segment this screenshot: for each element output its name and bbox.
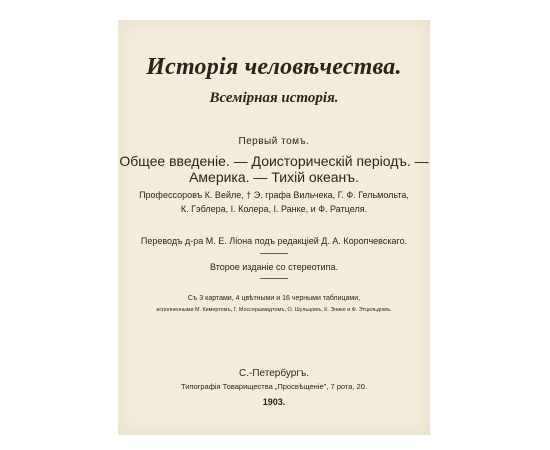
divider-bottom — [260, 278, 288, 279]
volume-label: Первый томъ. — [238, 136, 310, 147]
publication-city: С.-Петербургъ. — [239, 368, 309, 379]
edition-note: Второе изданіе со стереотипа. — [210, 262, 338, 272]
authors-line-2: К. Гэблера, І. Колера, І. Ранке, и Ф. Ратцеля. — [180, 204, 368, 214]
illustrators-note: исполненными М. Кимертомъ, Г. Моссершмидтомъ, О. Шульцомъ, К. Энике и Ф. Этцельдомъ. — [156, 307, 392, 313]
title-page — [118, 20, 430, 435]
contents-heading-line-2: Америка. — Тихій океанъ. — [189, 169, 359, 185]
contents-heading-line-1: Общее введеніе. — Доисторическій періодъ. — — [119, 153, 429, 169]
printer-imprint: Типографія Товарищества „Просвѣщеніе", 7 рота, 20. — [180, 382, 368, 391]
translation-credit: Переводъ д-ра М. Е. Ліона подъ редакціей Д. А. Коропчевскаго. — [140, 236, 408, 246]
illustrations-note: Съ 3 картами, 4 цвѣтными и 16 черными таблицами, — [187, 295, 361, 302]
book-subtitle: Всемірная исторія. — [209, 90, 339, 106]
publication-year: 1903. — [262, 397, 286, 407]
book-title: Исторія человѣчества. — [146, 54, 402, 80]
divider-top — [260, 253, 288, 254]
authors-line-1: Профессоровъ К. Вейле, † Э. графа Вильчека, Г. Ф. Гельмольта, — [139, 190, 409, 200]
